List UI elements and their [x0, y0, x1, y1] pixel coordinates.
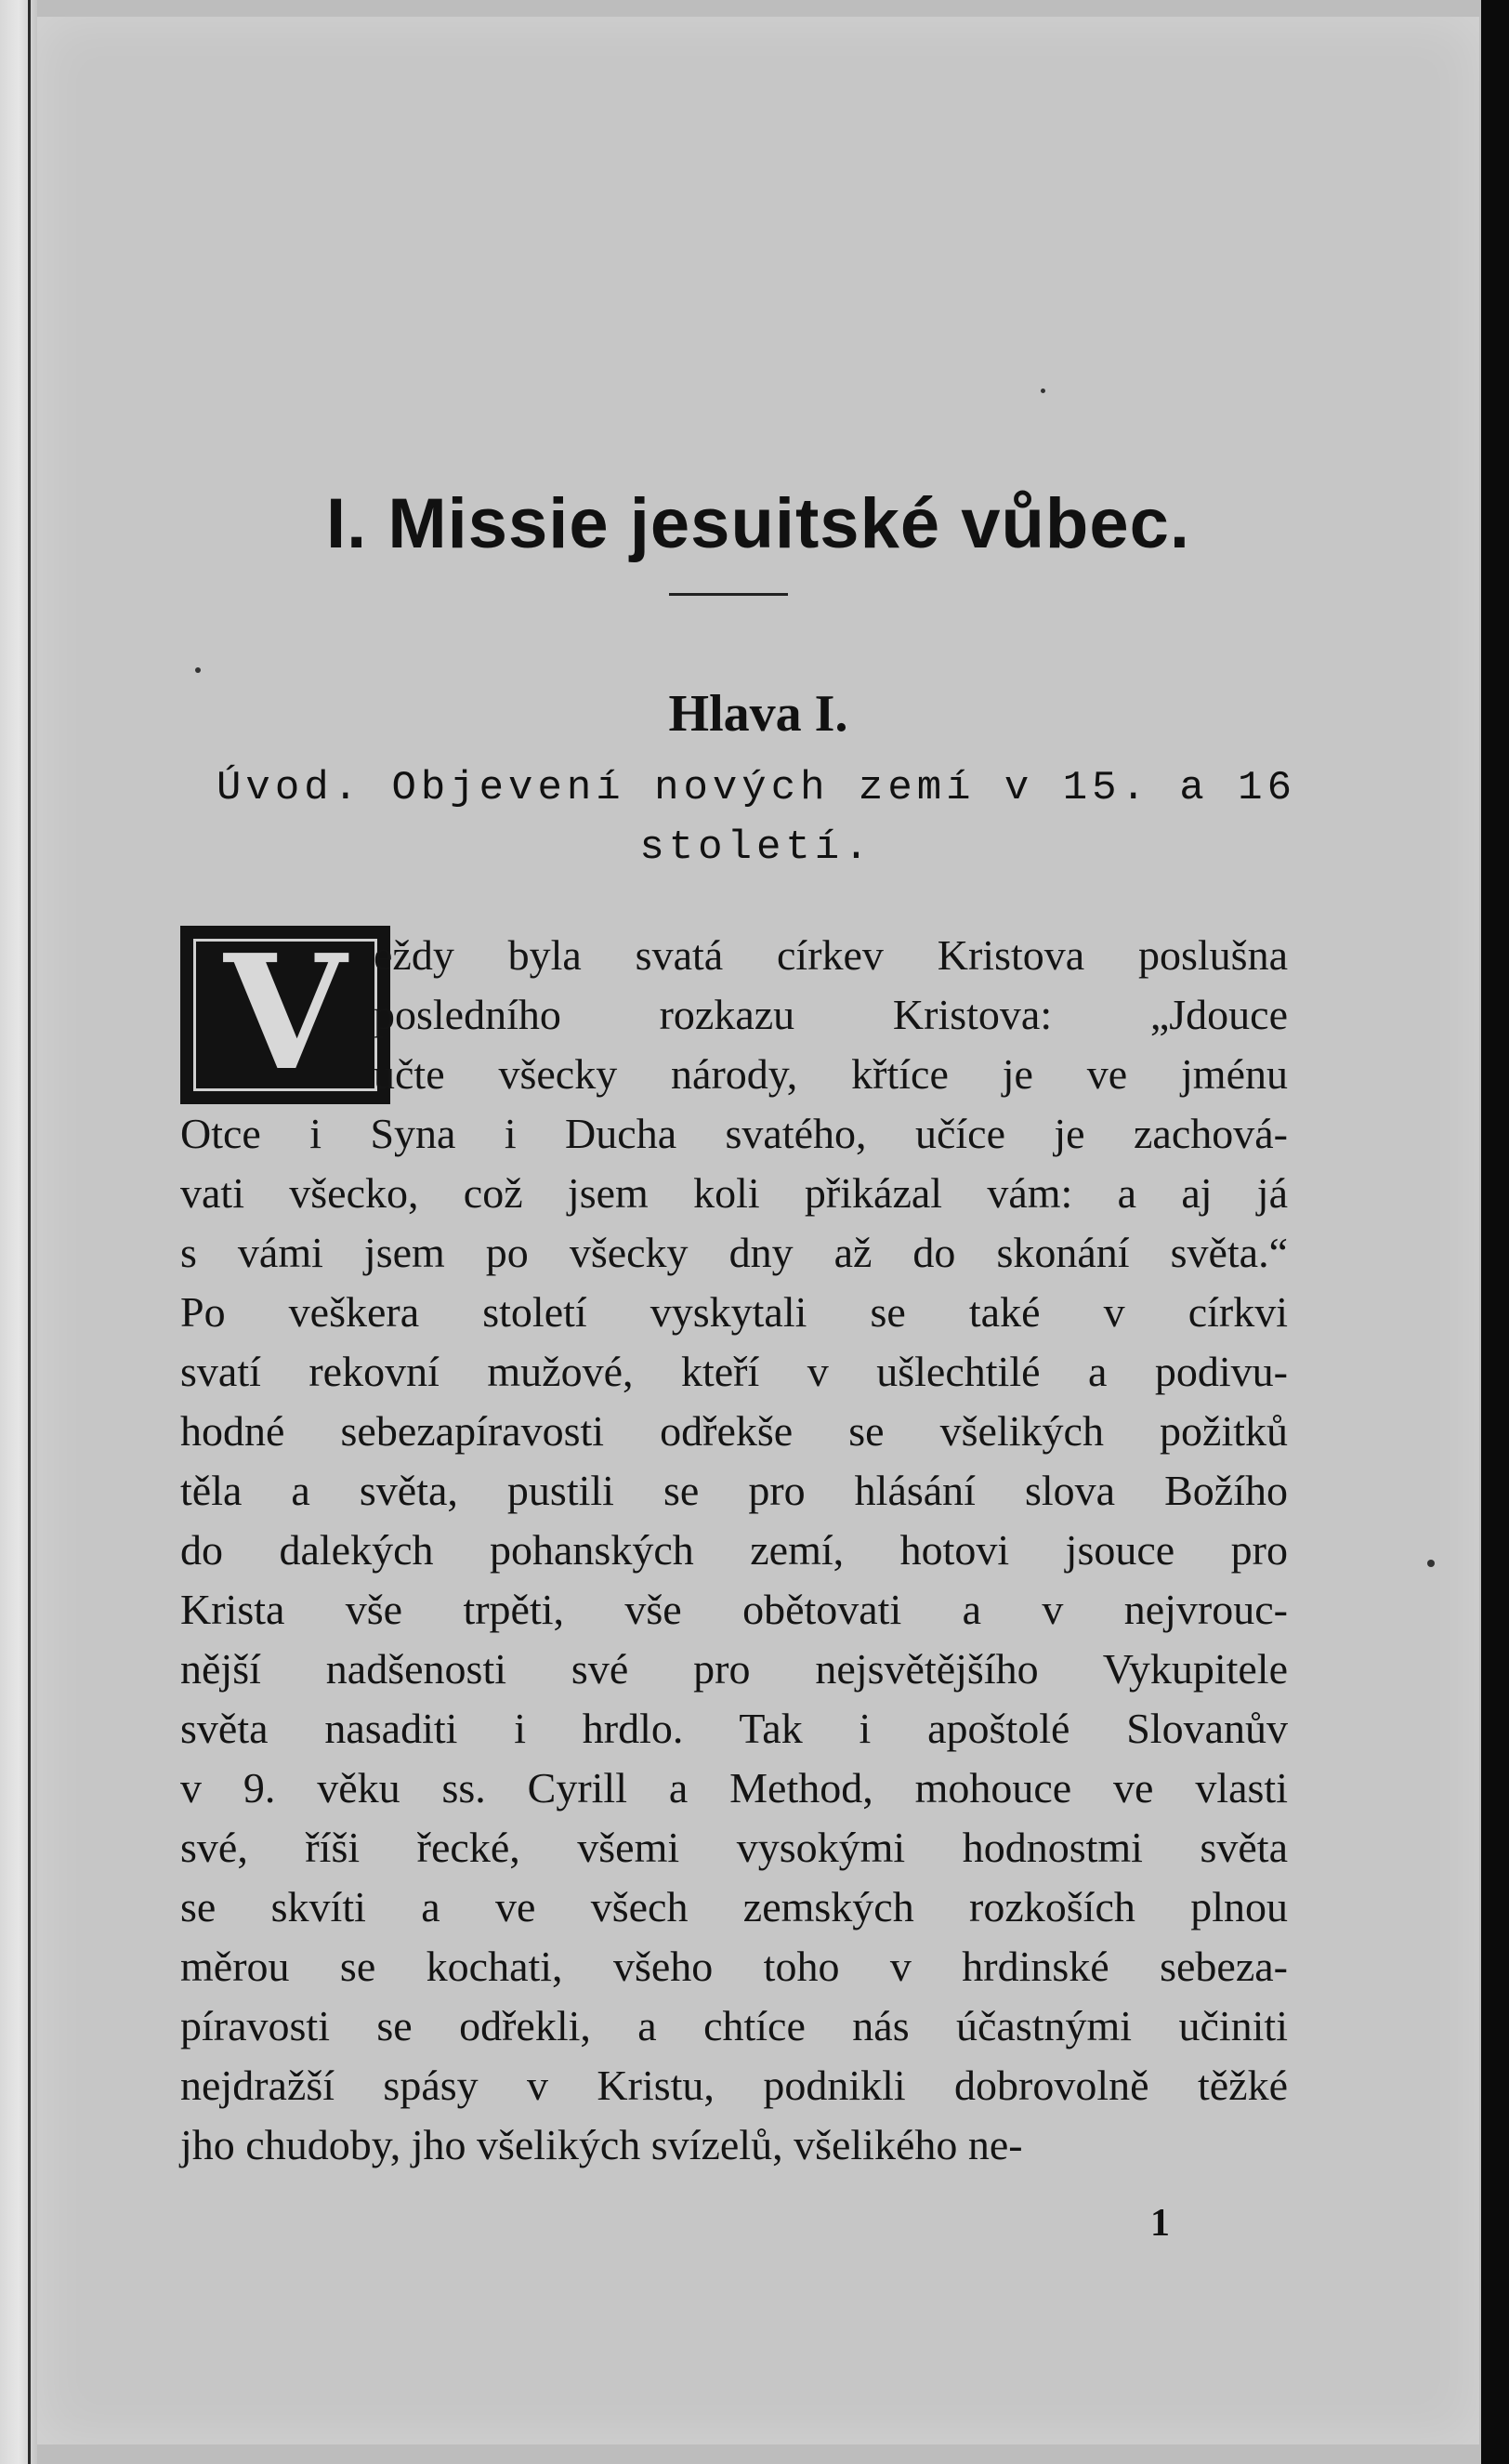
- section-subtitle: [180, 758, 1332, 877]
- scan-border: [0, 0, 37, 2464]
- title-rule: [669, 593, 788, 596]
- book-page: [37, 17, 1479, 2444]
- text-line: se skvíti a ve všech zemských rozkoších plnou: [180, 1883, 1288, 1930]
- paper-speck: [1041, 389, 1045, 393]
- subtitle-line: století.: [639, 824, 873, 871]
- scan-edge-line: [28, 0, 31, 2464]
- text-line: posledního rozkazu Kristova: „Jdouce: [374, 991, 1288, 1038]
- paper-speck: [195, 667, 201, 673]
- text-line: do dalekých pohanských zemí, hotovi jsouce pro: [180, 1526, 1288, 1574]
- drop-cap-letter: V: [224, 920, 347, 1106]
- text-line: v 9. věku ss. Cyrill a Method, mohouce ve vlasti: [180, 1764, 1288, 1812]
- chapter-title: I. Missie jesuitské vůbec.: [326, 484, 1190, 563]
- text-line: jho chudoby, jho všelikých svízelů, všelikého ne-: [180, 2121, 1023, 2168]
- drop-cap: [180, 920, 390, 1106]
- subtitle-line: Úvod. Objevení nových zemí v 15. a 16: [217, 765, 1296, 811]
- text-line: eždy byla svatá církev Kristova poslušna: [374, 931, 1288, 979]
- text-line: vati všecko, což jsem koli přikázal vám: a aj já: [180, 1169, 1288, 1217]
- section-title: Hlava I.: [668, 685, 848, 743]
- text-line: s vámi jsem po všecky dny až do skonání světa.“: [180, 1229, 1288, 1276]
- text-line: své, říši řecké, všemi vysokými hodnostmi světa: [180, 1824, 1288, 1871]
- text-line: světa nasaditi i hrdlo. Tak i apoštolé Slovanův: [180, 1705, 1288, 1752]
- text-line: těla a světa, pustili se pro hlásání slova Božího: [180, 1467, 1288, 1514]
- text-line: hodné sebezapíravosti odřekše se všelikých požitků: [180, 1407, 1288, 1455]
- text-line: Po veškera století vyskytali se také v církvi: [180, 1288, 1288, 1336]
- text-line: učte všecky národy, křtíce je ve jménu: [374, 1050, 1288, 1098]
- paper-speck: [1427, 1560, 1435, 1567]
- text-line: nejdražší spásy v Kristu, podnikli dobrovolně těžké: [180, 2062, 1288, 2109]
- text-line: svatí rekovní mužové, kteří v ušlechtilé a podivu-: [180, 1348, 1288, 1395]
- text-line: měrou se kochati, všeho toho v hrdinské sebeza-: [180, 1943, 1288, 1990]
- page-number: 1: [1150, 2202, 1170, 2245]
- text-line: nější nadšenosti své pro nejsvětějšího Vykupitele: [180, 1645, 1288, 1693]
- text-line: Otce i Syna i Ducha svatého, učíce je zachová-: [180, 1110, 1288, 1157]
- text-line: píravosti se odřekli, a chtíce nás účastnými učiniti: [180, 2002, 1288, 2049]
- scan-right-edge: [1481, 0, 1509, 2464]
- text-line: Krista vše trpěti, vše obětovati a v nejvrouc-: [180, 1586, 1288, 1633]
